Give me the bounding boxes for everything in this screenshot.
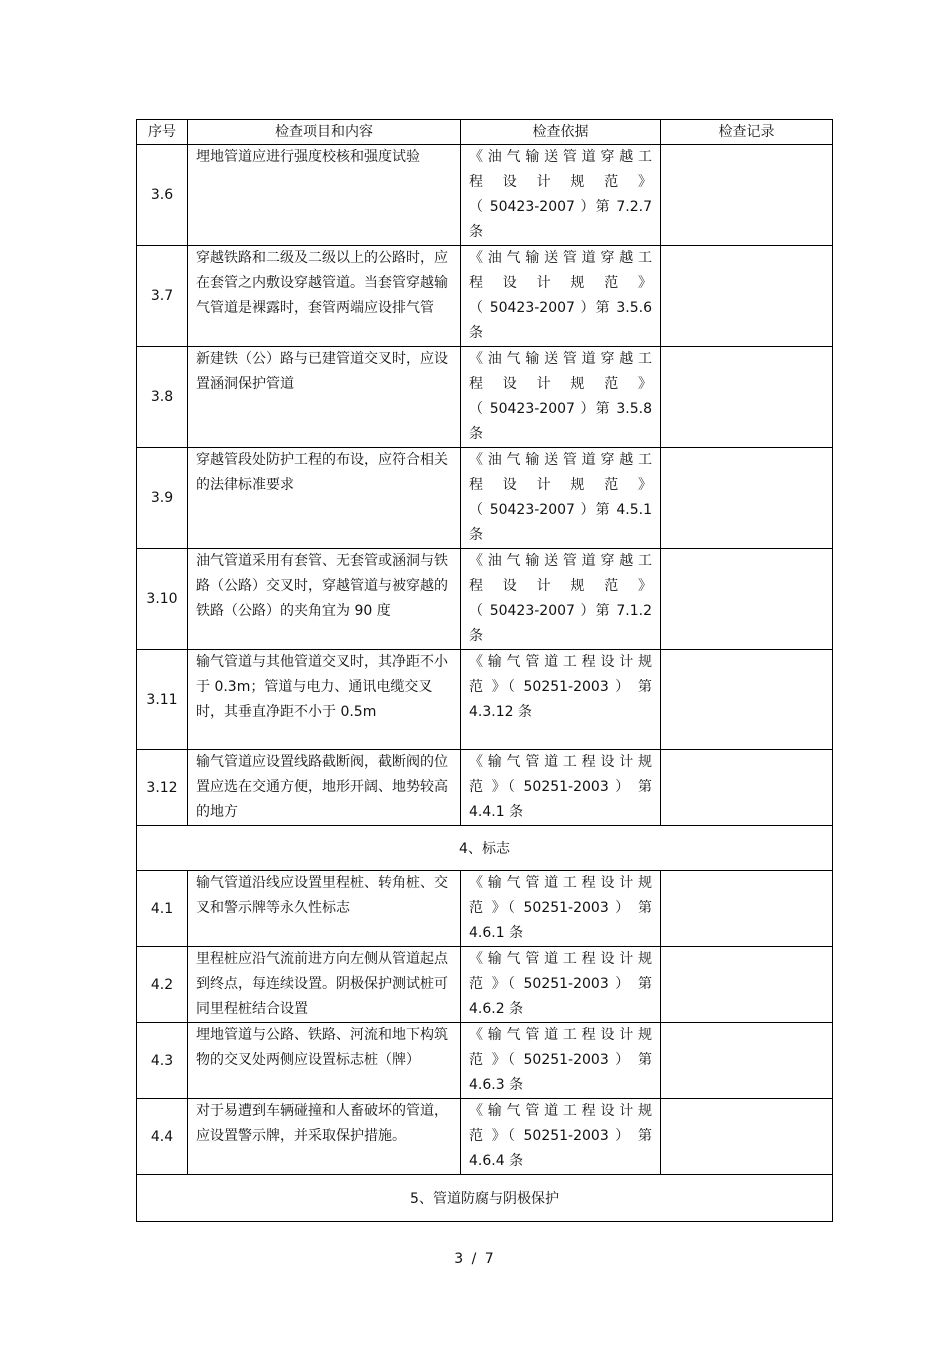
inspection-item: 油气管道采用有套管、无套管或涵洞与铁路（公路）交叉时，穿越管道与被穿越的铁路（公路）的夹角宜为 90 度 [188,549,461,650]
basis-line: 程 设 计 规 范 》 [469,174,652,190]
row-number: 3.9 [137,448,188,549]
row-number: 3.8 [137,347,188,448]
section-4-body [137,826,833,871]
inspection-item: 对于易遭到车辆碰撞和人畜破坏的管道，应设置警示牌，并采取保护措施。 [188,1099,461,1175]
inspection-record-cell[interactable] [661,650,833,750]
inspection-item: 埋地管道应进行强度校核和强度试验 [188,145,461,246]
basis-line: 范 》（ 50251-2003 ） 第 [469,679,652,695]
basis-line: 条 [469,527,483,543]
basis-line: 程 设 计 规 范 》 [469,376,652,392]
inspection-record-cell[interactable] [661,347,833,448]
table-row [137,947,833,1023]
basis-line: 4.4.1 条 [469,804,524,820]
row-number: 3.11 [137,650,188,750]
section-heading-row [137,1175,833,1222]
table-row [137,246,833,347]
table-row [137,650,833,750]
basis-line: 4.3.12 条 [469,704,532,720]
basis-line: （ 50423-2007 ）第 3.5.6 [469,300,652,316]
inspection-basis [461,650,661,750]
row-number: 3.7 [137,246,188,347]
table-header-row [137,120,833,145]
header-record: 检查记录 [661,120,833,145]
inspection-record-cell[interactable] [661,448,833,549]
basis-line: 程 设 计 规 范 》 [469,578,652,594]
basis-line: 4.6.3 条 [469,1077,524,1093]
inspection-item: 埋地管道与公路、铁路、河流和地下构筑物的交叉处两侧应设置标志桩（牌） [188,1023,461,1099]
basis-line: 《输气管道工程设计规 [469,654,652,670]
basis-line: （ 50423-2007 ）第 4.5.1 [469,502,652,518]
inspection-item: 输气管道沿线应设置里程桩、转角桩、交叉和警示牌等永久性标志 [188,871,461,947]
row-number: 4.1 [137,871,188,947]
inspection-basis [461,871,661,947]
inspection-basis [461,246,661,347]
inspection-item: 新建铁（公）路与已建管道交叉时，应设置涵洞保护管道 [188,347,461,448]
inspection-record-cell[interactable] [661,145,833,246]
basis-line: 条 [469,325,483,341]
inspection-item: 输气管道应设置线路截断阀，截断阀的位置应选在交通方便，地形开阔、地势较高的地方 [188,750,461,826]
inspection-record-cell[interactable] [661,871,833,947]
basis-line: （ 50423-2007 ）第 7.2.7 [469,199,652,215]
basis-line: 《油气输送管道穿越工 [469,149,652,165]
inspection-basis [461,549,661,650]
inspection-record-cell[interactable] [661,549,833,650]
table-body-section-4 [137,871,833,1175]
table-row [137,1099,833,1175]
inspection-basis [461,145,661,246]
inspection-basis [461,1099,661,1175]
section-heading-row [137,826,833,871]
section-5-body [137,1175,833,1222]
inspection-basis [461,750,661,826]
inspection-item: 穿越管段处防护工程的布设，应符合相关的法律标准要求 [188,448,461,549]
inspection-record-cell[interactable] [661,947,833,1023]
row-number: 3.6 [137,145,188,246]
inspection-basis [461,347,661,448]
inspection-basis [461,448,661,549]
inspection-record-cell[interactable] [661,1023,833,1099]
page-number: 3 / 7 [454,1251,496,1267]
basis-line: 条 [469,224,483,240]
basis-line: 4.6.2 条 [469,1001,524,1017]
basis-line: 范 》（ 50251-2003 ） 第 [469,976,652,992]
table-row [137,1023,833,1099]
inspection-record-cell[interactable] [661,1099,833,1175]
inspection-item: 穿越铁路和二级及二级以上的公路时，应在套管之内敷设穿越管道。当套管穿越输气管道是裸露时，套管两端应设排气管 [188,246,461,347]
inspection-basis [461,1023,661,1099]
inspection-item: 里程桩应沿气流前进方向左侧从管道起点到终点，每连续设置。阴极保护测试桩可同里程桩结合设置 [188,947,461,1023]
row-number: 4.4 [137,1099,188,1175]
table-body-section-3 [137,145,833,826]
table-row [137,549,833,650]
basis-line: 《输气管道工程设计规 [469,875,652,891]
basis-line: 《油气输送管道穿越工 [469,553,652,569]
basis-line: 《输气管道工程设计规 [469,1027,652,1043]
row-number: 4.3 [137,1023,188,1099]
basis-line: （ 50423-2007 ）第 3.5.8 [469,401,652,417]
header-item: 检查项目和内容 [188,120,461,145]
basis-line: 《油气输送管道穿越工 [469,452,652,468]
basis-line: 4.6.1 条 [469,925,524,941]
row-number: 4.2 [137,947,188,1023]
basis-line: 4.6.4 条 [469,1153,524,1169]
header-no: 序号 [137,120,188,145]
table-row [137,145,833,246]
row-number: 3.10 [137,549,188,650]
basis-line: 条 [469,628,483,644]
basis-line: 范 》（ 50251-2003 ） 第 [469,1052,652,1068]
basis-line: 程 设 计 规 范 》 [469,275,652,291]
basis-line: 《输气管道工程设计规 [469,1103,652,1119]
basis-line: 条 [469,426,483,442]
inspection-item: 输气管道与其他管道交叉时，其净距不小于 0.3m；管道与电力、通讯电缆交叉时，其垂直净距不小于 0.5m [188,650,461,750]
table-row [137,750,833,826]
row-number: 3.12 [137,750,188,826]
basis-line: 《输气管道工程设计规 [469,951,652,967]
table-row [137,448,833,549]
inspection-basis [461,947,661,1023]
basis-line: 《输气管道工程设计规 [469,754,652,770]
basis-line: 《油气输送管道穿越工 [469,250,652,266]
inspection-record-cell[interactable] [661,750,833,826]
basis-line: （ 50423-2007 ）第 7.1.2 [469,603,652,619]
basis-line: 范 》（ 50251-2003 ） 第 [469,1128,652,1144]
table-row [137,871,833,947]
inspection-table [136,119,833,1222]
inspection-record-cell[interactable] [661,246,833,347]
basis-line: 范 》（ 50251-2003 ） 第 [469,779,652,795]
basis-line: 程 设 计 规 范 》 [469,477,652,493]
section-heading-corrosion: 5、管道防腐与阴极保护 [137,1175,833,1222]
table-row [137,347,833,448]
basis-line: 范 》（ 50251-2003 ） 第 [469,900,652,916]
section-heading-marking: 4、标志 [137,826,833,871]
header-basis: 检查依据 [461,120,661,145]
basis-line: 《油气输送管道穿越工 [469,351,652,367]
